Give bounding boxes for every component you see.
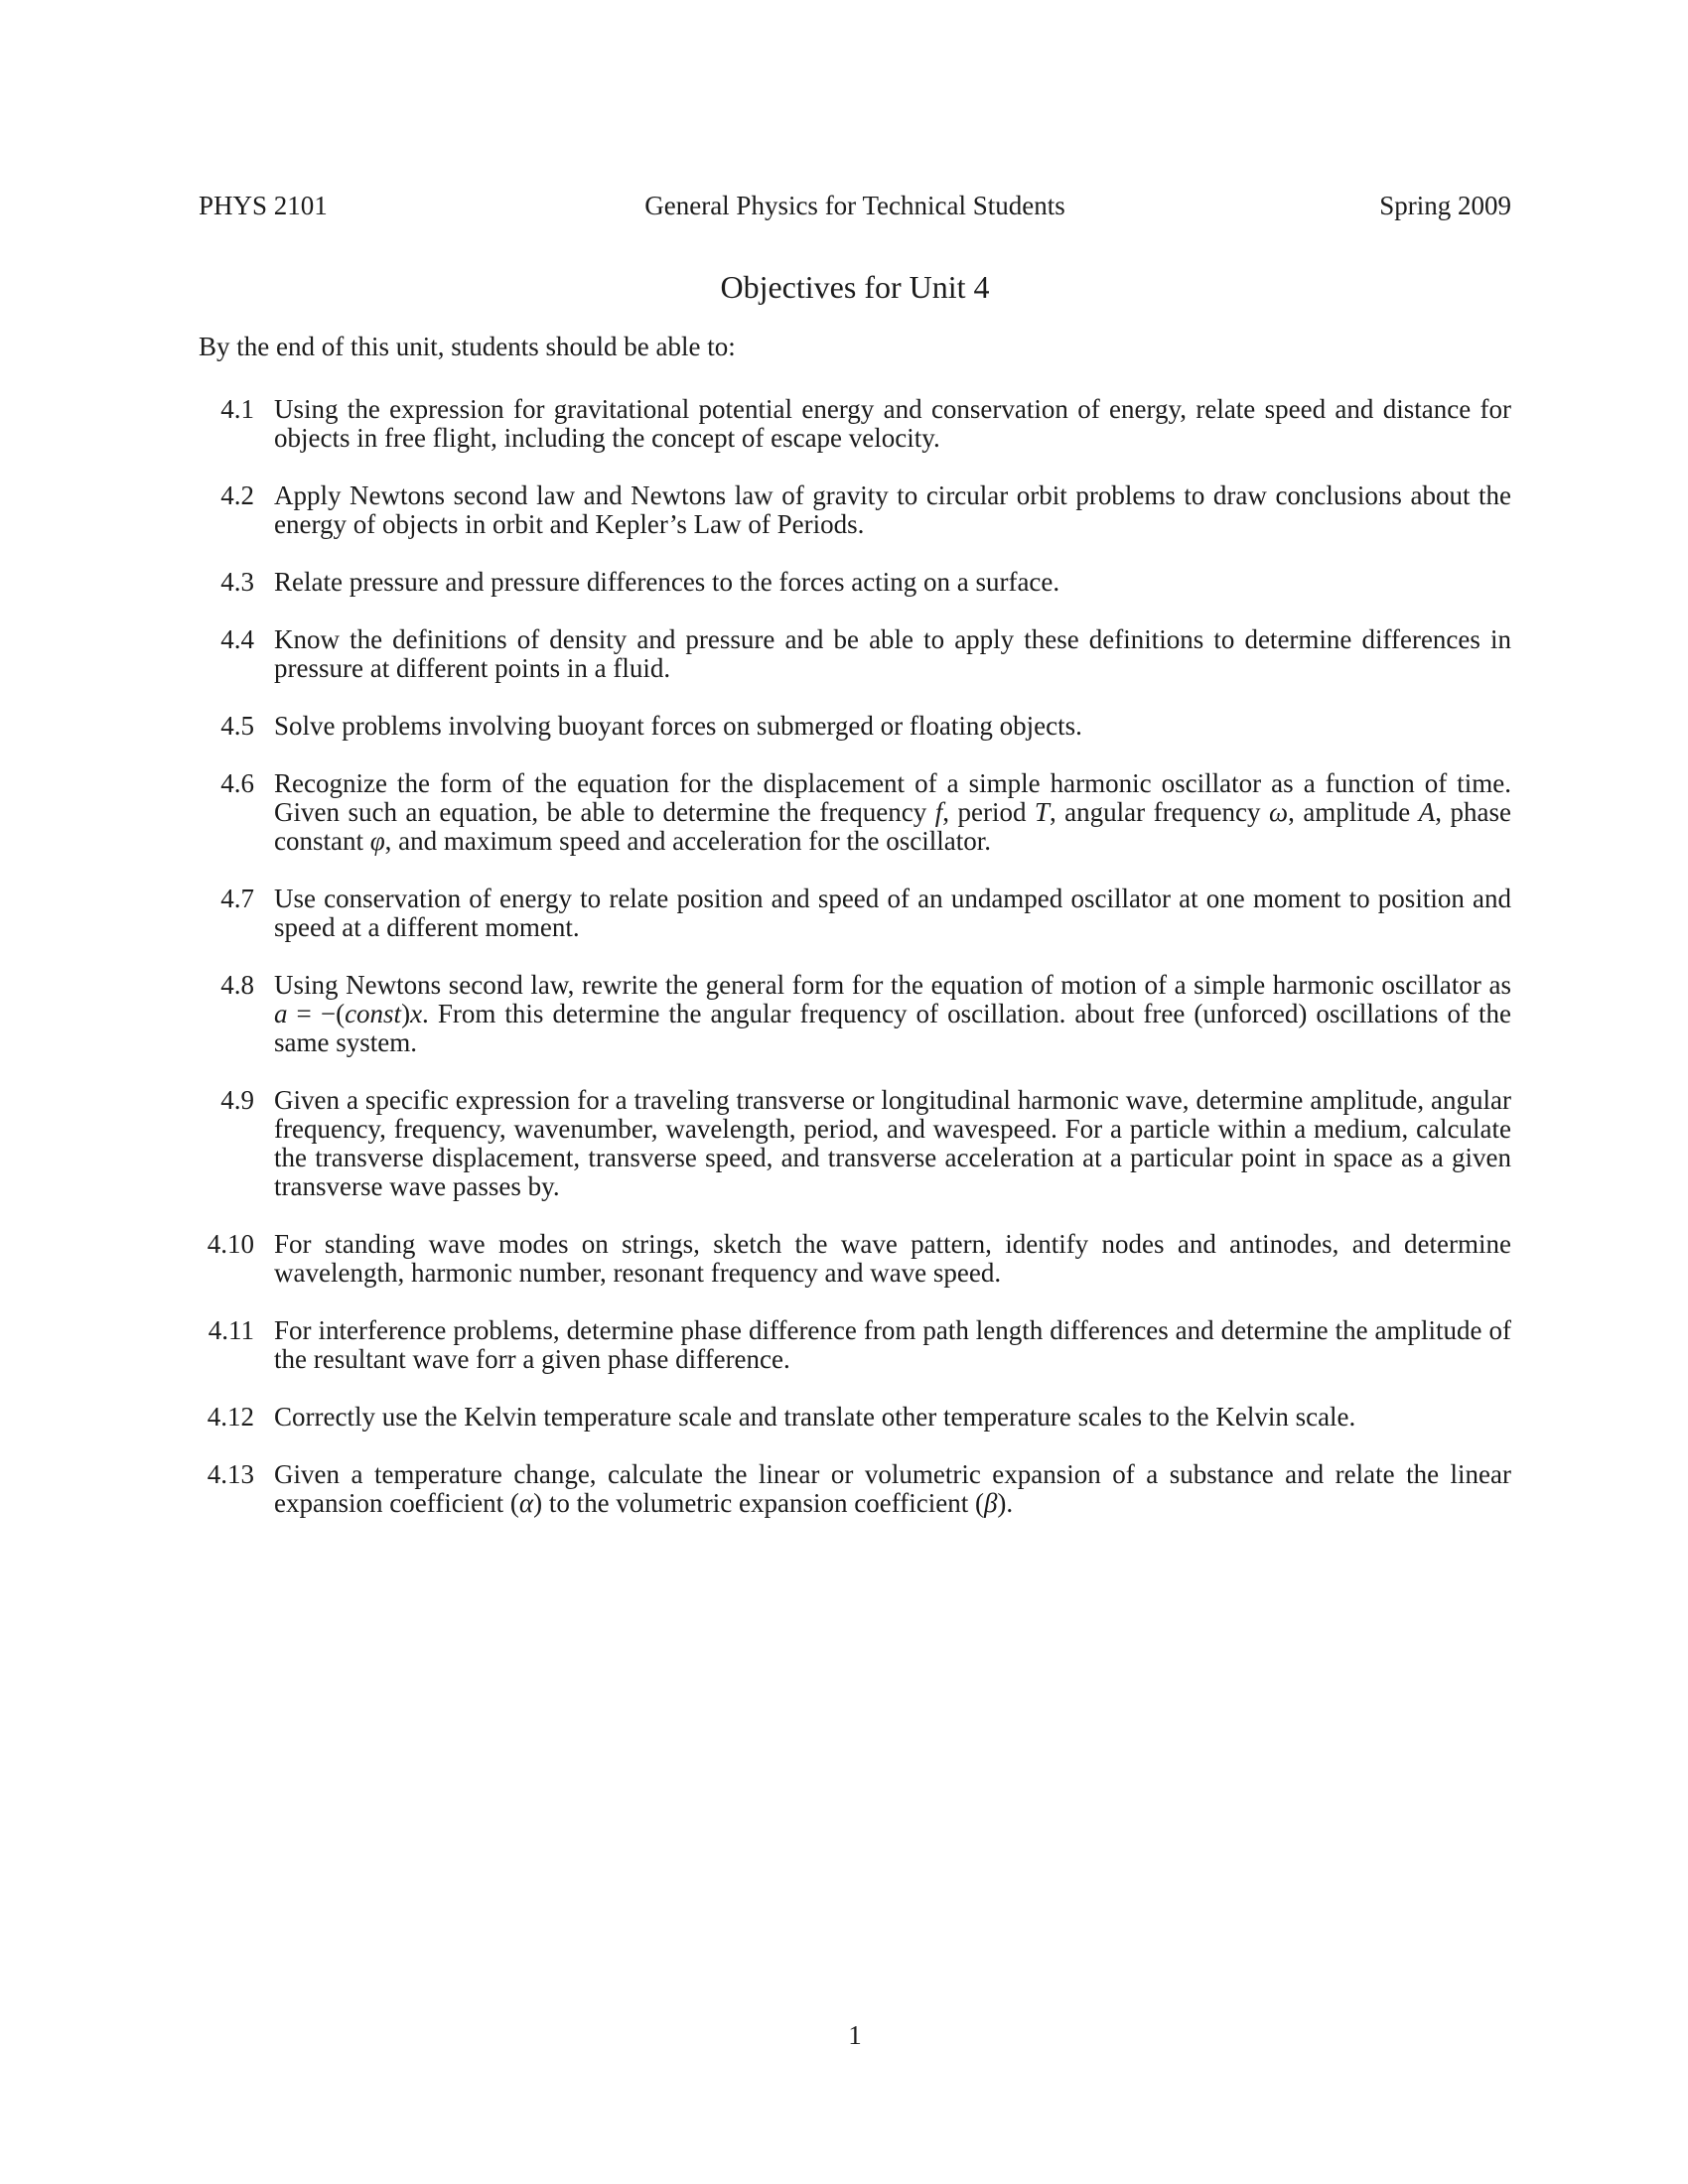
objective-text: Use conservation of energy to relate position and speed of an undamped oscillator at one moment to position and speed at a different moment.	[274, 884, 1511, 942]
objective-number: 4.4	[220, 624, 254, 654]
objective-item	[199, 1403, 1511, 1432]
objective-number: 4.10	[207, 1229, 254, 1259]
objective-text: Apply Newtons second law and Newtons law of gravity to circular orbit problems to draw conclusions about the energy of objects in orbit and Kepler’s Law of Periods.	[274, 480, 1511, 539]
term-label: Spring 2009	[1379, 191, 1511, 220]
course-code: PHYS 2101	[199, 191, 328, 220]
objective-number: 4.6	[220, 768, 254, 798]
objective-number: 4.12	[207, 1402, 254, 1432]
objective-number: 4.3	[220, 567, 254, 597]
objective-number: 4.13	[207, 1459, 254, 1489]
objective-item	[199, 1230, 1511, 1288]
objective-text: Given a temperature change, calculate the linear or volumetric expansion of a substance and relate the linear expansion coefficient (α) to the volumetric expansion coefficient (β).	[274, 1459, 1511, 1518]
objective-text: Know the definitions of density and pressure and be able to apply these definitions to determine differences in pressure at different points in a fluid.	[274, 624, 1511, 683]
objective-item	[199, 481, 1511, 539]
objective-text: Solve problems involving buoyant forces on submerged or floating objects.	[274, 711, 1082, 741]
page-title: Objectives for Unit 4	[720, 269, 990, 305]
objective-number: 4.2	[220, 480, 254, 510]
objective-item	[199, 395, 1511, 453]
objective-text: Using Newtons second law, rewrite the general form for the equation of motion of a simple harmonic oscillator as a = −(const)x. From this determine the angular frequency of oscillation. about free (unforced) oscillations of the same system.	[274, 970, 1511, 1057]
objective-item	[199, 885, 1511, 942]
page-content	[199, 192, 1511, 1518]
objective-item	[199, 625, 1511, 683]
objective-text: For interference problems, determine phase difference from path length differences and determine the amplitude of the resultant wave forr a given phase difference.	[274, 1315, 1511, 1374]
page-header	[199, 192, 1511, 219]
objective-item	[199, 1316, 1511, 1374]
page-number: 1	[848, 2020, 862, 2050]
objective-number: 4.9	[220, 1085, 254, 1115]
objective-text: Given a specific expression for a traveling transverse or longitudinal harmonic wave, determine amplitude, angular frequency, frequency, wavenumber, wavelength, period, and wavespeed. For a particle within a medium, calculate the transverse displacement, transverse speed, and transverse acceleration at a particular point in space as a given transverse wave passes by.	[274, 1085, 1511, 1201]
objective-item	[199, 1460, 1511, 1518]
objective-number: 4.5	[220, 711, 254, 741]
objective-text: Recognize the form of the equation for the displacement of a simple harmonic oscillator as a function of time. Given such an equation, be able to determine the frequency f, period T, angular frequency ω, amplitude A, phase constant φ, and maximum speed and acceleration for the oscillator.	[274, 768, 1511, 856]
objective-text: For standing wave modes on strings, sketch the wave pattern, identify nodes and antinodes, and determine wavelength, harmonic number, resonant frequency and wave speed.	[274, 1229, 1511, 1288]
objective-text: Correctly use the Kelvin temperature scale and translate other temperature scales to the Kelvin scale.	[274, 1402, 1356, 1432]
course-title: General Physics for Technical Students	[644, 191, 1065, 220]
objective-item	[199, 1086, 1511, 1201]
objective-item	[199, 971, 1511, 1057]
objective-number: 4.8	[220, 970, 254, 1000]
objective-text: Using the expression for gravitational potential energy and conservation of energy, relate speed and distance for objects in free flight, including the concept of escape velocity.	[274, 394, 1511, 453]
objective-item	[199, 769, 1511, 856]
objective-text: Relate pressure and pressure differences to the forces acting on a surface.	[274, 567, 1060, 597]
objective-item	[199, 712, 1511, 741]
objectives-list	[199, 395, 1511, 1518]
intro-text: By the end of this unit, students should be able to:	[199, 332, 736, 361]
objective-number: 4.11	[208, 1315, 254, 1345]
objective-item	[199, 568, 1511, 597]
objective-number: 4.1	[220, 394, 254, 424]
objective-number: 4.7	[220, 884, 254, 913]
